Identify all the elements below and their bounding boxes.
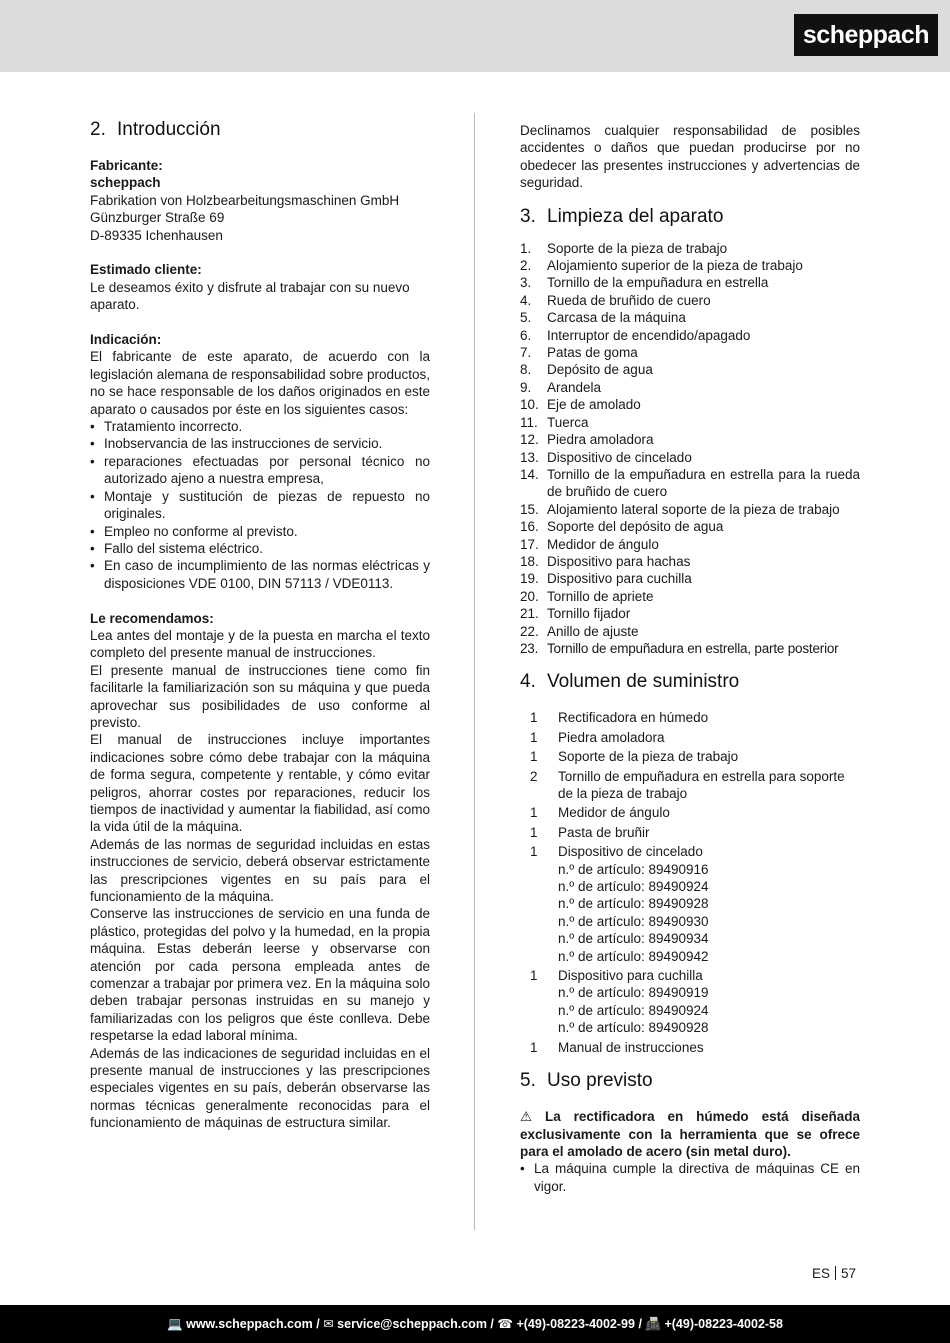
- list-item: 8. Depósito de agua: [520, 362, 653, 378]
- list-item: 21. Tornillo fijador: [520, 606, 631, 622]
- list-item: 1. Soporte de la pieza de trabajo: [520, 240, 728, 256]
- footer-email-link[interactable]: service@scheppach.com: [337, 1317, 487, 1331]
- laptop-icon: 💻: [167, 1317, 183, 1331]
- header-bar: [0, 0, 950, 72]
- estimado-label: Estimado cliente:: [90, 262, 202, 278]
- list-item: 9. Arandela: [520, 379, 602, 395]
- paragraph: El presente manual de instrucciones tiene como fin facilitarle la familiarización son su máquina y que pueda aprovechar sus posibilidades de uso conforme al previsto.: [90, 662, 430, 730]
- paragraph: El manual de instrucciones incluye importantes indicaciones sobre cómo debe trabajar con la máquina de forma segura, competente y rentable, y cómo evitar peligros, ahorrar costes por reparaciones, reducir los tiempos de inactividad y aumentar la fiabilidad, así como la vida útil de la máquina.: [90, 732, 430, 835]
- recomendamos-label: Le recomendamos:: [90, 610, 214, 626]
- fax-icon: 📠: [645, 1317, 661, 1331]
- indicacion-label: Indicación:: [90, 332, 162, 348]
- fabricante-label: Fabricante:: [90, 158, 163, 173]
- article-number: n.º de artículo: 89490924: [558, 1002, 709, 1018]
- list-item: 22. Anillo de ajuste: [520, 623, 639, 639]
- footer-phone: +(49)-08223-4002-99: [516, 1317, 635, 1331]
- list-item: • En caso de incumplimiento de las normas eléctricas y disposiciones VDE 0100, DIN 57113 / VDE0113.: [90, 557, 430, 592]
- list-item: • Inobservancia de las instrucciones de servicio.: [90, 435, 430, 452]
- scheppach-logo: scheppach: [794, 14, 938, 56]
- paragraph: Lea antes del montaje y de la puesta en marcha el texto completo del presente manual de instrucciones.: [90, 627, 430, 661]
- list-item: 1 Dispositivo para cuchilla n.º de artículo: 89490919 n.º de artículo: 89490924 n.º de artículo: 89490928: [530, 967, 860, 1037]
- uso-bullets: [520, 1160, 860, 1195]
- company-name: scheppach: [90, 175, 161, 191]
- footer-website-link[interactable]: www.scheppach.com: [186, 1317, 313, 1331]
- address-line: Günzburger Straße 69: [90, 210, 225, 226]
- list-item: 1 Soporte de la pieza de trabajo: [530, 749, 739, 765]
- list-item: 1 Dispositivo de cincelado n.º de artículo: 89490916 n.º de artículo: 89490924 n.º de artículo: 89490928 n.º de artículo: 89490930 n.º de artículo: 89490934 n.º de artículo: 89490942: [530, 843, 860, 965]
- list-item: 2. Alojamiento superior de la pieza de trabajo: [520, 258, 803, 274]
- indicacion-text: El fabricante de este aparato, de acuerdo con la legislación alemana de responsabilidad sobre productos, no se hace responsable de los daños originados en este aparato o causados por éste en los siguientes casos:: [90, 349, 430, 417]
- parts-list: [520, 240, 860, 658]
- list-item: 1 Piedra amoladora: [530, 729, 665, 745]
- list-item: 20. Tornillo de apriete: [520, 588, 654, 604]
- list-item: • reparaciones efectuadas por personal técnico no autorizado ajeno a nuestra empresa,: [90, 453, 430, 488]
- section-heading-uso: 5. Uso previsto: [520, 1070, 653, 1092]
- email-icon: ✉: [323, 1317, 334, 1331]
- article-number: n.º de artículo: 89490942: [558, 948, 709, 964]
- article-number: n.º de artículo: 89490919: [558, 985, 709, 1001]
- list-item: 6. Interruptor de encendido/apagado: [520, 327, 751, 343]
- footer-bar: 💻 www.scheppach.com / ✉ service@scheppach.com / ☎ +(49)-08223-4002-99 / 📠 +(49)-08223-4002-58: [0, 1305, 950, 1343]
- article-number: n.º de artículo: 89490934: [558, 931, 709, 947]
- list-item: 3. Tornillo de la empuñadura en estrella: [520, 275, 769, 291]
- list-item: 2 Tornillo de empuñadura en estrella para soporte de la pieza de trabajo: [530, 768, 845, 801]
- list-item: • Montaje y sustitución de piezas de repuesto no originales.: [90, 488, 430, 523]
- list-item: 12. Piedra amoladora: [520, 432, 654, 448]
- list-item: 17. Medidor de ángulo: [520, 536, 659, 552]
- estimado-text: Le deseamos éxito y disfrute al trabajar con su nuevo aparato.: [90, 279, 410, 313]
- article-number: n.º de artículo: 89490930: [558, 913, 709, 929]
- list-item: 1 Manual de instrucciones: [530, 1039, 704, 1055]
- phone-icon: ☎: [497, 1317, 513, 1331]
- section-heading-limpieza: 3. Limpieza del aparato: [520, 205, 724, 227]
- list-item: 5. Carcasa de la máquina: [520, 310, 686, 326]
- list-item: • La máquina cumple la directiva de máquinas CE en vigor.: [520, 1160, 860, 1195]
- address-line: D-89335 Ichenhausen: [90, 227, 223, 243]
- article-number: n.º de artículo: 89490924: [558, 879, 709, 895]
- list-item: 23. Tornillo de empuñadura en estrella, parte posterior: [520, 640, 839, 656]
- article-number: n.º de artículo: 89490928: [558, 1020, 709, 1036]
- list-item: 1 Rectificadora en húmedo: [530, 710, 709, 726]
- article-number: n.º de artículo: 89490916: [558, 861, 709, 877]
- list-item: 18. Dispositivo para hachas: [520, 553, 691, 569]
- article-number: n.º de artículo: 89490928: [558, 896, 709, 912]
- list-item: 10. Eje de amolado: [520, 397, 641, 413]
- paragraph: Además de las normas de seguridad incluidas en estas instrucciones de servicio, deberá observar estrictamente las prescripciones vigentes en su país para el funcionamiento de la máquina.: [90, 836, 430, 905]
- list-item: 15. Alojamiento lateral soporte de la pieza de trabajo: [520, 501, 840, 517]
- section-heading-volumen: 4. Volumen de suministro: [520, 671, 740, 693]
- paragraph: Además de las indicaciones de seguridad incluidas en el presente manual de instrucciones y las prescripciones especiales vigentes en su país, deberán observarse las normas técnicas generalmente reconocidas para el funcionamiento de máquinas de estructura similar.: [90, 1045, 430, 1131]
- list-item: 19. Dispositivo para cuchilla: [520, 571, 692, 587]
- right-column: [520, 122, 860, 1195]
- column-divider: [474, 113, 475, 1230]
- list-item: 4. Rueda de bruñido de cuero: [520, 292, 711, 308]
- warning-triangle-icon: ⚠: [520, 1109, 533, 1125]
- page-number: ES 57: [812, 1266, 857, 1281]
- paragraph: Conserve las instrucciones de servicio en una funda de plástico, protegidas del polvo y la humedad, en la propia máquina. Estas deberán leerse y observarse con atención por cada persona empleada antes de comenzar a trabajar por primera vez. En la máquina solo deben trabajar personas instruidas en su manejo y familiarizadas con los peligros que éste conlleva. Debe respetarse la edad laboral mínima.: [90, 906, 430, 1044]
- list-item: 16. Soporte del depósito de agua: [520, 519, 724, 535]
- warning-text: ⚠ La rectificadora en húmedo está diseñada exclusivamente con la herramienta que se ofrece para el amolado de acero (sin metal duro).: [520, 1109, 860, 1159]
- supply-list: [520, 709, 860, 1056]
- list-item: 1 Pasta de bruñir: [530, 824, 650, 840]
- list-item: 11. Tuerca: [520, 414, 589, 430]
- address-line: Fabrikation von Holzbearbeitungsmaschinen GmbH: [90, 192, 400, 208]
- cases-list: [90, 418, 430, 592]
- list-item: 14. Tornillo de la empuñadura en estrella para la rueda de bruñido de cuero: [520, 466, 860, 500]
- section-heading-introduccion: 2. Introducción: [90, 119, 221, 140]
- list-item: 1 Medidor de ángulo: [530, 805, 670, 821]
- list-item: • Fallo del sistema eléctrico.: [90, 540, 430, 557]
- list-item: 7. Patas de goma: [520, 345, 638, 361]
- list-item: • Tratamiento incorrecto.: [90, 418, 430, 435]
- list-item: • Empleo no conforme al previsto.: [90, 523, 430, 540]
- list-item: 13. Dispositivo de cincelado: [520, 449, 692, 465]
- footer-fax: +(49)-08223-4002-58: [664, 1317, 783, 1331]
- left-column: [90, 117, 430, 1132]
- disclaimer-text: Declinamos cualquier responsabilidad de posibles accidentes o daños que puedan producirse por no obedecer las presentes instrucciones y advertencias de seguridad.: [520, 123, 860, 191]
